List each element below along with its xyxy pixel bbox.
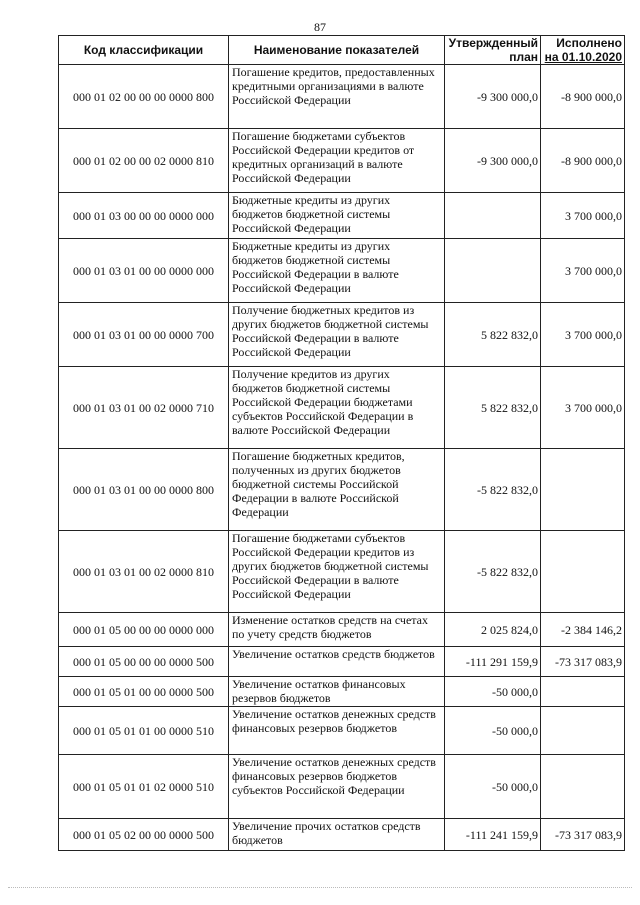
row-name: Увеличение остатков средств бюджетов [229, 647, 445, 677]
table-row [59, 239, 625, 303]
row-name: Погашение кредитов, предоставленных кредитными организациями в валюте Российской Федерации [229, 65, 445, 129]
row-exec-value [541, 755, 625, 819]
row-code: 000 01 03 01 00 00 0000 800 [59, 449, 229, 531]
table-row [59, 707, 625, 755]
row-code: 000 01 05 01 01 02 0000 510 [59, 755, 229, 819]
table-row [59, 129, 625, 193]
row-name: Бюджетные кредиты из других бюджетов бюджетной системы Российской Федерации [229, 193, 445, 239]
row-plan-value: -50 000,0 [445, 755, 541, 819]
page-bottom-rule [8, 887, 632, 888]
row-code: 000 01 03 00 00 00 0000 000 [59, 193, 229, 239]
row-plan-value [445, 239, 541, 303]
row-plan-value: -5 822 832,0 [445, 449, 541, 531]
table-row [59, 647, 625, 677]
table-row [59, 303, 625, 367]
row-plan-value: -50 000,0 [445, 707, 541, 755]
row-plan-value: -111 241 159,9 [445, 819, 541, 851]
row-plan-value: -5 822 832,0 [445, 531, 541, 613]
table-row [59, 367, 625, 449]
table-row [59, 449, 625, 531]
row-code: 000 01 05 00 00 00 0000 000 [59, 613, 229, 647]
row-plan-value: 2 025 824,0 [445, 613, 541, 647]
row-name: Получение бюджетных кредитов из других бюджетов бюджетной системы Российской Федерации в валюте Российской Федерации [229, 303, 445, 367]
row-exec-value [541, 677, 625, 707]
table-row [59, 613, 625, 647]
table-row [59, 193, 625, 239]
row-plan-value: -9 300 000,0 [445, 129, 541, 193]
row-plan-value: -50 000,0 [445, 677, 541, 707]
row-name: Увеличение остатков денежных средств финансовых резервов бюджетов [229, 707, 445, 755]
row-exec-value: -8 900 000,0 [541, 129, 625, 193]
row-name: Увеличение прочих остатков средств бюджетов [229, 819, 445, 851]
table-row [59, 819, 625, 851]
header-plan [445, 36, 541, 65]
row-plan-value: -111 291 159,9 [445, 647, 541, 677]
row-exec-value: -73 317 083,9 [541, 819, 625, 851]
row-code: 000 01 03 01 00 00 0000 700 [59, 303, 229, 367]
header-name: Наименование показателей [229, 36, 445, 65]
page-number: 87 [314, 20, 326, 34]
table-row [59, 531, 625, 613]
table-row [59, 677, 625, 707]
row-exec-value [541, 707, 625, 755]
budget-table [58, 35, 625, 851]
row-name: Бюджетные кредиты из других бюджетов бюджетной системы Российской Федерации в валюте Российской Федерации [229, 239, 445, 303]
row-exec-value: 3 700 000,0 [541, 239, 625, 303]
header-exec [541, 36, 625, 65]
row-plan-value: 5 822 832,0 [445, 367, 541, 449]
row-code: 000 01 05 01 00 00 0000 500 [59, 677, 229, 707]
row-name: Погашение бюджетами субъектов Российской Федерации кредитов из других бюджетов бюджетной системы Российской Федерации в валюте Российской Федерации [229, 531, 445, 613]
row-exec-value: -8 900 000,0 [541, 65, 625, 129]
table-row [59, 755, 625, 819]
row-code: 000 01 05 01 01 00 0000 510 [59, 707, 229, 755]
row-code: 000 01 05 00 00 00 0000 500 [59, 647, 229, 677]
row-exec-value: -2 384 146,2 [541, 613, 625, 647]
row-exec-value [541, 531, 625, 613]
row-code: 000 01 03 01 00 00 0000 000 [59, 239, 229, 303]
header-exec-line2: на 01.10.2020 [544, 50, 622, 64]
row-exec-value: 3 700 000,0 [541, 367, 625, 449]
header-exec-line1: Исполнено [556, 36, 622, 50]
row-name: Изменение остатков средств на счетах по учету средств бюджетов [229, 613, 445, 647]
table-row [59, 65, 625, 129]
row-code: 000 01 02 00 00 02 0000 810 [59, 129, 229, 193]
header-plan-line1: Утвержденный [448, 36, 538, 50]
row-name: Погашение бюджетами субъектов Российской Федерации кредитов от кредитных организаций в валюте Российской Федерации [229, 129, 445, 193]
header-code: Код классификации [59, 36, 229, 65]
row-exec-value: -73 317 083,9 [541, 647, 625, 677]
row-plan-value: -9 300 000,0 [445, 65, 541, 129]
row-name: Увеличение остатков финансовых резервов бюджетов [229, 677, 445, 707]
row-exec-value: 3 700 000,0 [541, 193, 625, 239]
table-header-row [59, 36, 625, 65]
row-code: 000 01 03 01 00 02 0000 710 [59, 367, 229, 449]
row-exec-value [541, 449, 625, 531]
header-plan-line2: план [509, 50, 538, 64]
row-plan-value [445, 193, 541, 239]
row-code: 000 01 02 00 00 00 0000 800 [59, 65, 229, 129]
row-plan-value: 5 822 832,0 [445, 303, 541, 367]
row-code: 000 01 03 01 00 02 0000 810 [59, 531, 229, 613]
row-name: Получение кредитов из других бюджетов бюджетной системы Российской Федерации бюджетами субъектов Российской Федерации в валюте Российской Федерации [229, 367, 445, 449]
row-code: 000 01 05 02 00 00 0000 500 [59, 819, 229, 851]
row-name: Погашение бюджетных кредитов, полученных из других бюджетов бюджетной системы Российской Федерации в валюте Российской Федерации [229, 449, 445, 531]
row-exec-value: 3 700 000,0 [541, 303, 625, 367]
row-name: Увеличение остатков денежных средств финансовых резервов бюджетов субъектов Российской Федерации [229, 755, 445, 819]
